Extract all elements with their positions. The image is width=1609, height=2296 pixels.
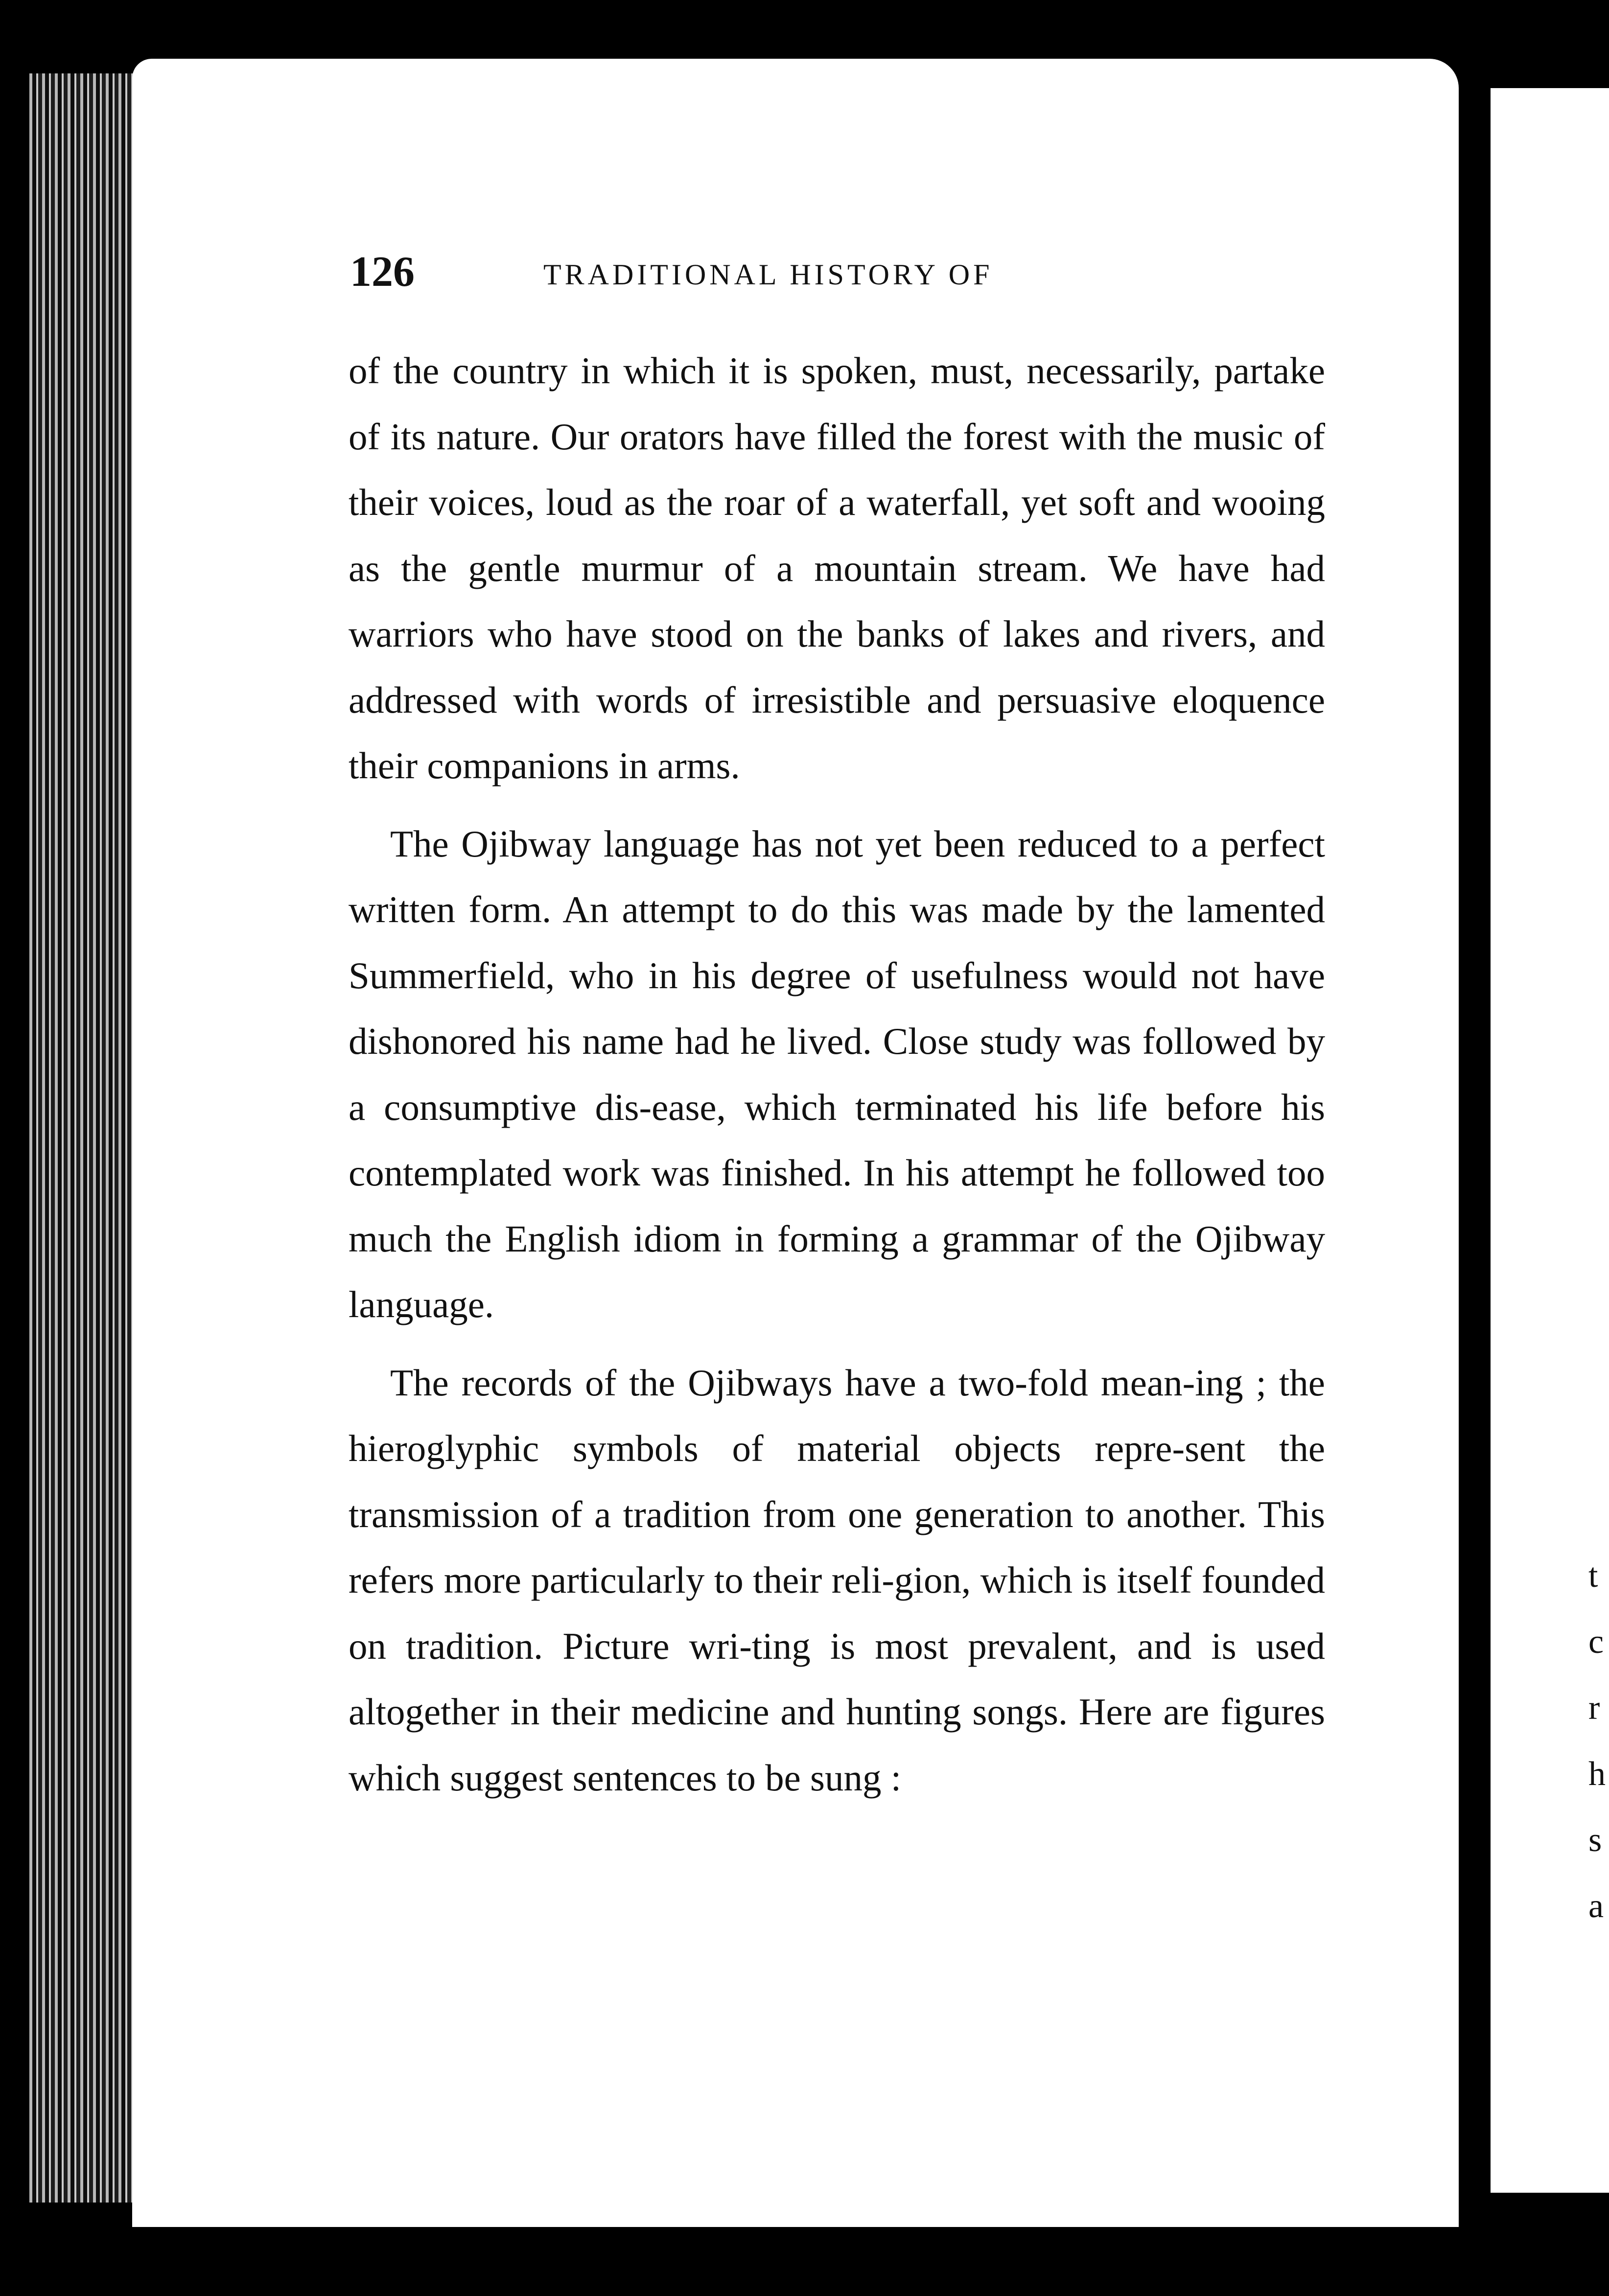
running-title: TRADITIONAL HISTORY OF xyxy=(543,258,993,291)
paragraph-3: The records of the Ojibways have a two-fold mean-ing ; the hieroglyphic symbols of material objects repre-sent the transmission of a tradition from one generation to another. This refers more particularly to their reli-gion, which is itself founded on tradition. Picture wri-ting is most prevalent, and is used altogether in their medicine and hunting songs. Here are figures which suggest sentences to be sung : xyxy=(349,1361,1325,1799)
facing-page-fragment: t xyxy=(1588,1557,1598,1595)
facing-page-fragment: c xyxy=(1588,1623,1604,1661)
page-header xyxy=(350,247,1192,306)
facing-page-edge xyxy=(1491,88,1609,2193)
page-edge-stack xyxy=(29,73,142,2203)
paragraph-1: of the country in which it is spoken, must, necessarily, partake of its nature. Our orators have filled the forest with the music of their voices, loud as the roar of a waterfall, yet soft and wooing as the gentle murmur of a mountain stream. We have had warriors who have stood on the banks of lakes and rivers, and addressed with words of irresistible and persuasive eloquence their companions in arms. xyxy=(349,349,1325,787)
page-number: 126 xyxy=(350,248,415,296)
facing-page-fragment: r xyxy=(1588,1689,1600,1727)
facing-page-fragment: s xyxy=(1588,1821,1602,1859)
facing-page-fragment: a xyxy=(1588,1887,1604,1925)
body-text xyxy=(349,338,1325,1823)
paragraph-2: The Ojibway language has not yet been reduced to a perfect written form. An attempt to do this was made by the lamented Summerfield, who in his degree of usefulness would not have dishonored his name had he lived. Close study was followed by a consumptive dis-ease, which terminated his life before his contemplated work was finished. In his attempt he followed too much the English idiom in forming a grammar of the Ojibway language. xyxy=(349,822,1325,1325)
facing-page-fragment: h xyxy=(1588,1755,1606,1793)
